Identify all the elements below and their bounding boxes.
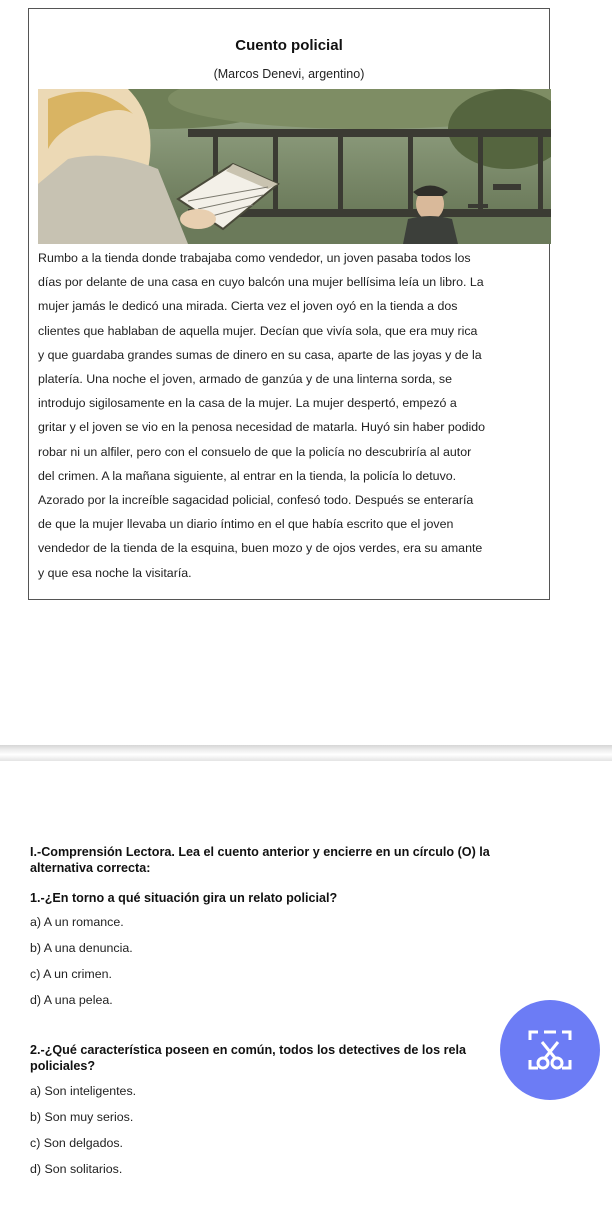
quiz-instructions: I.-Comprensión Lectora. Lea el cuento anterior y encierre en un círculo (O) la alternativa correcta: <box>30 845 490 875</box>
story-line: Rumbo a la tienda donde trabajaba como vendedor, un joven pasaba todos los <box>38 251 471 265</box>
q1-option-c: c) A un crimen. <box>30 967 112 981</box>
quiz-section <box>30 844 550 1177</box>
story-line: robar ni un alfiler, pero con el consuelo de que la policía no descubriría al autor <box>38 444 472 459</box>
story-line: vendedor de la tienda de la esquina, buen mozo y de ojos verdes, era su amante <box>38 541 483 556</box>
q2-option-a: a) Son inteligentes. <box>30 1084 137 1098</box>
story-line: introdujo sigilosamente en la casa de la mujer. La mujer despertó, empezó a <box>38 396 457 411</box>
story-line: platería. Una noche el joven, armado de ganzúa y de una linterna sorda, se <box>38 372 452 387</box>
story-line: y que guardaba grandes sumas de dinero en su casa, aparte de las joyas y de la <box>38 347 482 362</box>
story-body <box>38 246 543 585</box>
question-2-end: policiales? <box>30 1059 96 1073</box>
q2-option-c: c) Son delgados. <box>30 1136 123 1150</box>
scissor-capture-icon <box>500 1000 600 1100</box>
story-illustration <box>38 89 551 244</box>
story-line: del crimen. A la mañana siguiente, al entrar en la tienda, la policía lo detuvo. <box>38 468 457 483</box>
question-2: 2.-¿Qué característica poseen en común, todos los detectives de los rela <box>30 1043 467 1057</box>
story-line: días por delante de una casa en cuyo balcón una mujer bellísima leía un libro. La <box>38 275 484 290</box>
story-box <box>28 8 550 600</box>
story-line: de que la mujer llevaba un diario íntimo en el que había escrito que el joven <box>38 517 454 532</box>
q1-option-d: d) A una pelea. <box>30 993 113 1007</box>
question-1: 1.-¿En torno a qué situación gira un relato policial? <box>30 891 338 905</box>
q2-option-b: b) Son muy serios. <box>30 1110 134 1124</box>
story-line: clientes que hablaban de aquella mujer. Decían que vivía sola, que era muy rica <box>38 323 478 338</box>
illustration-woman-reading-icon <box>38 89 551 244</box>
story-author: (Marcos Denevi, argentino) <box>213 67 365 81</box>
story-line: gritar y el joven se vio en la penosa necesidad de matarla. Huyó sin haber podido <box>38 420 486 435</box>
story-line: mujer jamás le dedicó una mirada. Cierta vez el joven oyó en la tienda a dos <box>38 299 458 314</box>
story-line: y que esa noche la visitaría. <box>38 565 192 580</box>
q1-option-b: b) A una denuncia. <box>30 941 133 955</box>
q1-option-a: a) A un romance. <box>30 915 124 929</box>
story-title: Cuento policial <box>235 37 343 54</box>
screen-capture-button[interactable] <box>500 1000 600 1100</box>
story-line: Azorado por la increíble sagacidad policial, confesó todo. Después se enteraría <box>38 493 474 508</box>
q2-option-d: d) Son solitarios. <box>30 1162 123 1176</box>
page-divider <box>0 745 612 761</box>
